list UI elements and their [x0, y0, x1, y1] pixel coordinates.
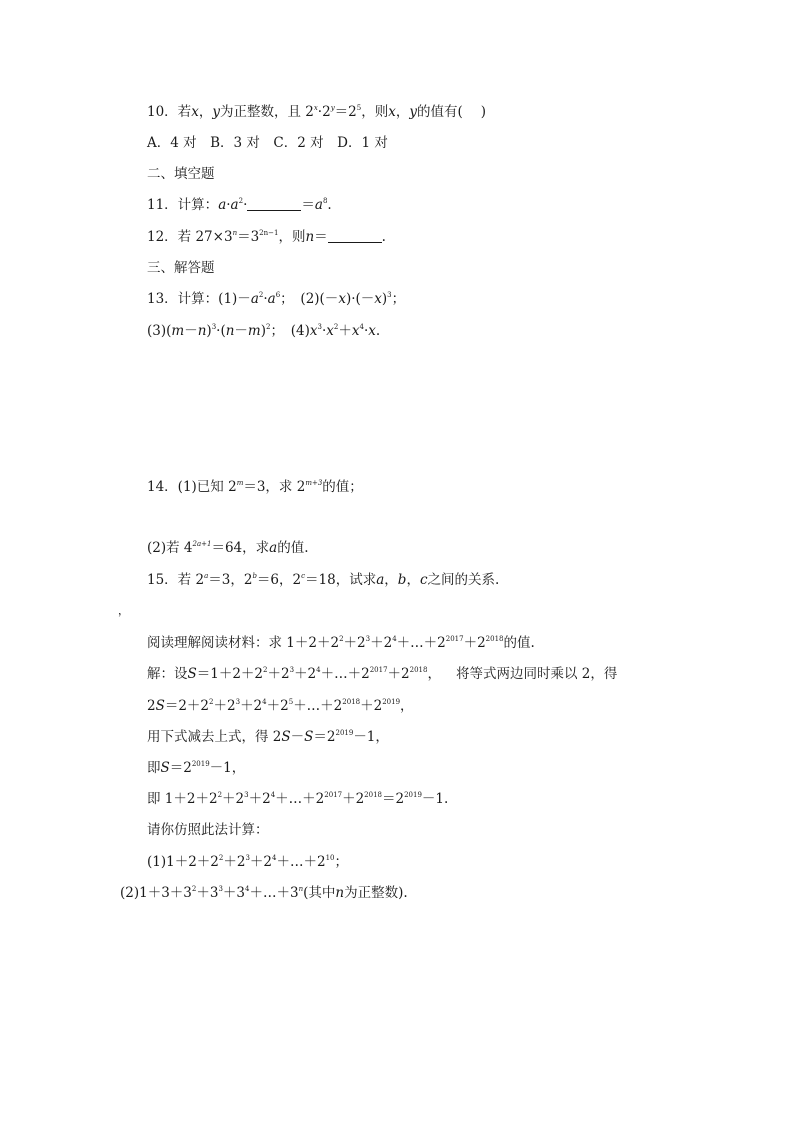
- answer-blank[interactable]: [328, 229, 382, 243]
- reading-solution-3: 用下式减去上式，得 $2S-S=2^{2019}-1$，: [147, 729, 389, 745]
- question-10-options: A．4 对 B．3 对 C．2 对 D．1 对: [147, 135, 388, 151]
- reading-exercise-2: $(2)1+3+3^2+3^3+3^4+\dots+3^n$(其中n为正整数).: [120, 885, 408, 901]
- stray-comma: ，: [118, 604, 129, 617]
- question-10: 10．若x，y为正整数，且 $2^x\cdot 2^y=2^5$，则x，y的值有( ): [147, 104, 487, 120]
- question-13: 13．计算：$(1)-a^2\cdot a^6$； $(2)(-x)\cdot(-x)^3$；: [147, 291, 406, 307]
- reading-solution-1: 解：设$S=1+2+2^2+2^3+2^4+\dots+2^{2017}+2^{2018}$，: [147, 666, 441, 682]
- reading-exercise-1: $(1)1+2+2^2+2^3+2^4+\dots+2^{10}$；: [147, 854, 348, 870]
- question-14: 14．(1)已知 $2^m=3$，求 $2^{m+3}$的值；: [147, 479, 363, 495]
- reading-solution-2: $2S=2+2^2+2^3+2^4+2^5+\dots+2^{2018}+2^{2019}$，: [147, 698, 414, 714]
- question-14-part-2: (2)若 $4^{2a+1}=64$，求a的值.: [147, 540, 309, 556]
- question-15: 15．若 $2^a=3$，$2^b=6$，$2^c=18$，试求a，b，c之间的关系.: [147, 572, 500, 588]
- reading-instruction: 请你仿照此法计算：: [147, 822, 269, 838]
- reading-solution-4: 即$S=2^{2019}-1$，: [147, 760, 246, 776]
- question-12: 12．若 $27\times 3^n=3^{2n-1}$，则n＝ .: [147, 229, 386, 245]
- answer-blank[interactable]: [247, 197, 301, 211]
- question-13-part-2: $(3)(m-n)^3\cdot(n-m)^2$； $(4)x^3\cdot x^2+x^4\cdot x$.: [147, 323, 381, 339]
- reading-solution-1-tail: 将等式两边同时乘以 2，得: [456, 666, 618, 682]
- section-heading-fill-in: 二、填空题: [147, 166, 215, 182]
- reading-solution-5: 即 $1+2+2^2+2^3+2^4+\dots+2^{2017}+2^{2018}=2^{2019}-1$.: [147, 791, 449, 807]
- reading-intro: 阅读理解阅读材料：求 $1+2+2^2+2^3+2^4+\dots+2^{2017}+2^{2018}$的值.: [147, 635, 535, 651]
- section-heading-solutions: 三、解答题: [147, 260, 215, 276]
- question-11: 11．计算：$a\cdot a^2\cdot =a^8$.: [147, 197, 332, 213]
